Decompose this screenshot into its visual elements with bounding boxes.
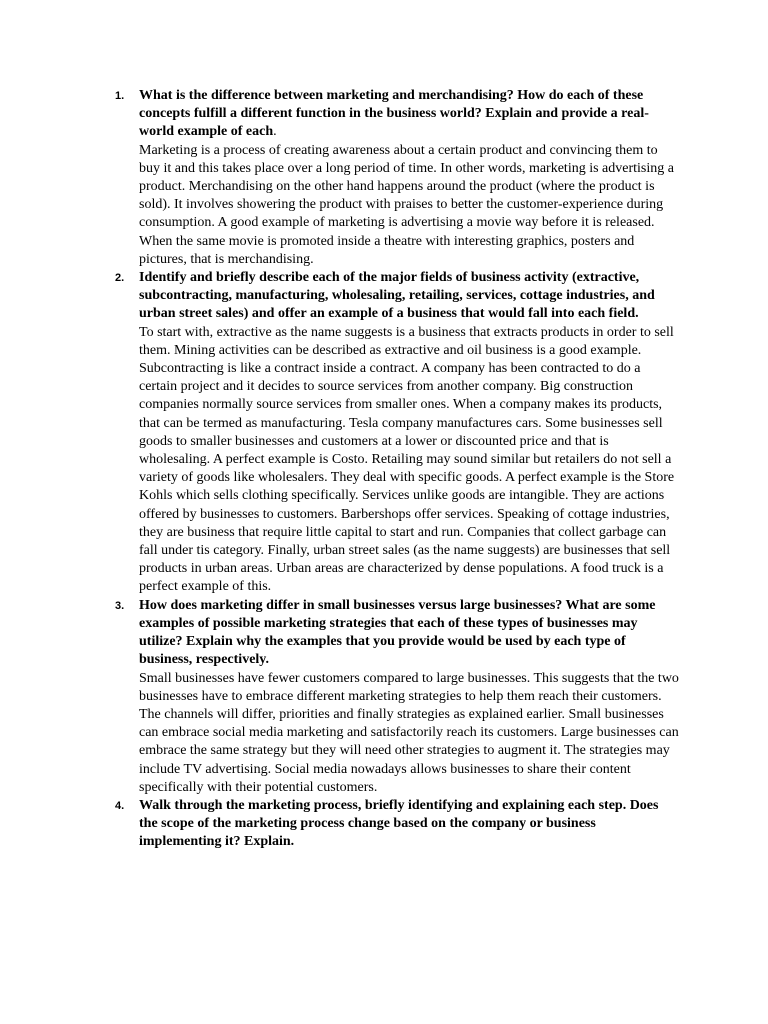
answer-text: To start with, extractive as the name suggests is a business that extracts products in order to sell them. Mining activities can be described as extractive and oil business is a good example. Subcontracting is like a contract inside a contract. A company has been contracted to do a certain project and it decides to source services from another company. Big construction companies normally source services from smaller ones. When a company makes its products, that can be termed as manufacturing. Tesla company manufactures cars. Some businesses sell goods to smaller businesses and customers at a lower or discounted price and that is wholesaling. A perfect example is Costo. Retailing may sound similar but retailers do not sell a variety of goods like wholesalers. They deal with specific goods. A perfect example is the Store Kohls which sells clothing specifically. Services unlike goods are intangible. They are actions offered by businesses to customers. Barbershops offer services. Speaking of cottage industries, they are business that require little capital to start and run. Companies that collect garbage can fall under tis category. Finally, urban street sales (as the name suggests) are businesses that sell products in urban areas. Urban areas are characterized by dense populations. A food truck is a perfect example of this. xyxy=(139,324,675,595)
question-item-2 xyxy=(115,269,679,597)
question-text: Identify and briefly describe each of the major fields of business activity (extractive, subcontracting, manufacturing, wholesaling, retailing, services, cottage industries, and urban street sales) and offer an example of a business that would fall into each field. xyxy=(139,270,655,322)
list-number: 3. xyxy=(115,599,125,612)
question-text xyxy=(139,87,679,142)
question-text: Walk through the marketing process, briefly identifying and explaining each step. Does the scope of the marketing process change based on the company or business implementing it? Explain. xyxy=(139,797,659,850)
list-number: 4. xyxy=(115,799,125,812)
question-item-3 xyxy=(115,597,679,797)
question-text: How does marketing differ in small businesses versus large businesses? What are some examples of possible marketing strategies that each of these types of businesses may utilize? Explain why the examples that you provide would be used by each type of business, respectively. xyxy=(139,597,656,668)
question-text-body: What is the difference between marketing and merchandising? How do each of these concepts fulfill a different function in the business world? Explain and provide a real-world example of each xyxy=(139,88,649,140)
answer-text: Marketing is a process of creating awareness about a certain product and convincing them to buy it and this takes place over a long period of time. In other words, marketing is advertising a product. Merchandising on the other hand happens around the product (where the product is sold). It involves showering the product with praises to better the customer-experience during consumption. A good example of marketing is advertising a movie way before it is released. When the same movie is promoted inside a theatre with interesting graphics, posters and pictures, that is merchandising. xyxy=(139,142,674,267)
list-number: 2. xyxy=(115,272,125,285)
question-text-end: . xyxy=(273,124,277,140)
question-list xyxy=(115,87,679,852)
question-item-1 xyxy=(115,87,679,269)
answer-text: Small businesses have fewer customers compared to large businesses. This suggests that the two businesses have to embrace different marketing strategies to help them reach their customers. The channels will differ, priorities and finally strategies as explained earlier. Small businesses can embrace social media marketing and satisfactorily reach its customers. Large businesses can embrace the same strategy but they will need other strategies to augment it. The strategies may include TV advertising. Social media nowadays allows businesses to share their content specifically with their potential customers. xyxy=(139,670,679,795)
list-number: 1. xyxy=(115,90,125,102)
question-item-4 xyxy=(115,797,679,852)
